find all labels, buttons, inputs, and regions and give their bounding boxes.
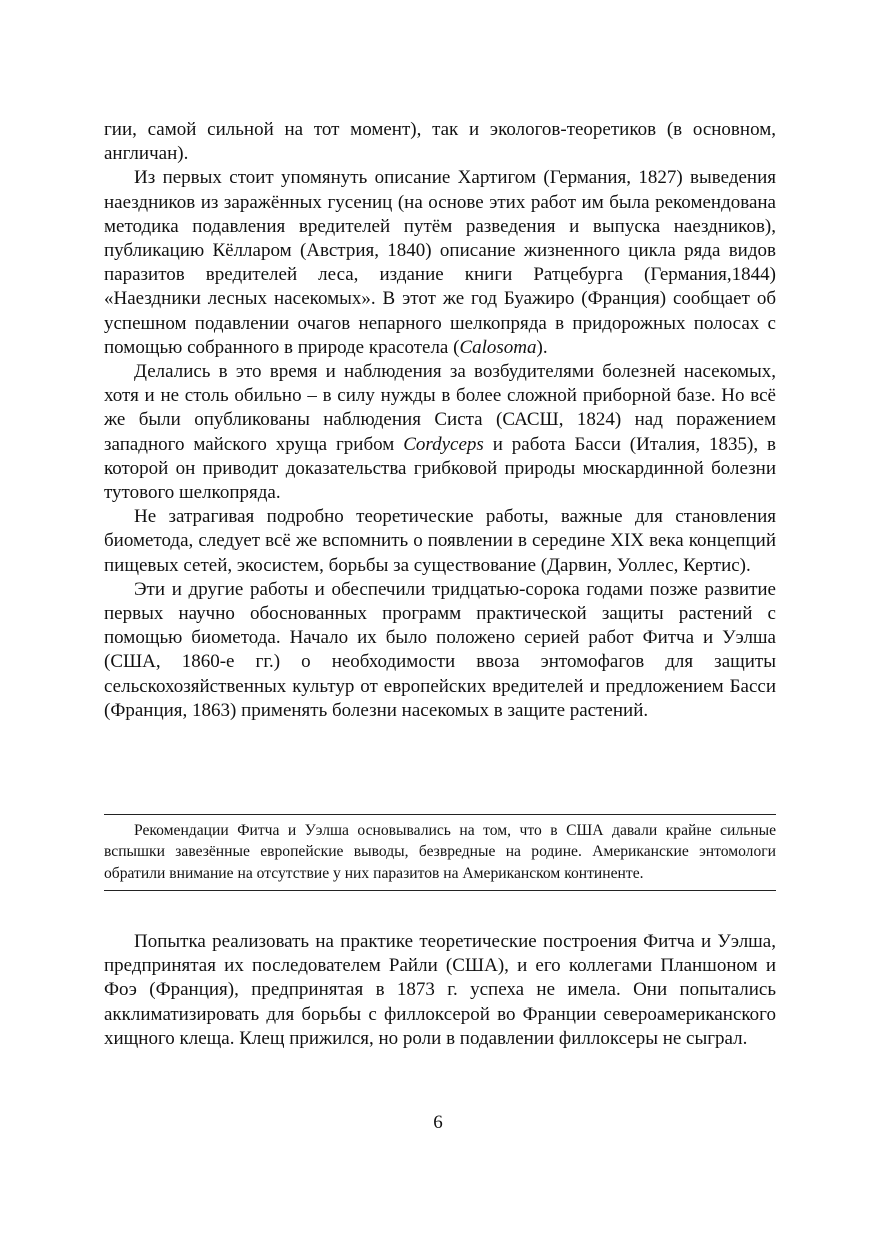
paragraph-continuation: гии, самой сильной на тот момент), так и экологов-теоретиков (в основном, англичан). [104,119,776,165]
calosoma-term: Calosoma [459,336,537,358]
paragraph-hartig-end: ). [536,336,548,358]
paragraph-pathogens-text: Делались в это время и наблюдения за возбудителями болезней насекомых, хотя и не столь обильно – в силу нужды в более сложной приборной базе. Но всё же были опубликованы наблюдения Систа (САСШ, 1824) над поражением западного майского хруща грибом [104,361,776,455]
cordyceps-term: Cordyceps [403,433,484,455]
paragraph-riley: Попытка реализовать на практике теоретические построения Фитча и Уэлша, предпринятая их последователем Райли (США), и его коллегами Планшоном и Фоэ (Франция), предпринятая в 1873 г. успеха не имела. Они попытались акклиматизировать для борьбы с филлоксерой во Франции североамериканского хищного клеща. Клещ прижился, но роли в подавлении филлоксеры не сыграл. [104,931,776,1049]
note-box [104,814,776,891]
paragraph-pathogens [104,360,776,505]
paragraph-pathogens-end: и работа Басси (Италия, 1835), в которой он приводит доказательства грибковой природы мюскардинной болезни тутового шелкопряда. [104,433,776,504]
paragraph-theory: Не затрагивая подробно теоретические работы, важные для становления биометода, следует всё же вспомнить о появлении в середине XIX века концепций пищевых сетей, экосистем, борьбы за существование (Дарвин, Уоллес, Кертис). [104,506,776,576]
paragraph-programs: Эти и другие работы и обеспечили тридцатью-сорока годами позже развитие первых научно обоснованных программ практической защиты растений с помощью биометода. Начало их было положено серией работ Фитча и Уэлша (США, 1860-е гг.) о необходимости ввоза энтомофагов для защиты сельскохозяйственных культур от европейских вредителей и предложением Басси (Франция, 1863) применять болезни насекомых в защите растений. [104,578,776,721]
paragraph-hartig [104,166,776,360]
note-text: Рекомендации Фитча и Уэлша основывались на том, что в США давали крайне сильные вспышки завезённые европейские выводы, безвредные на родине. Американские энтомологи обратили внимание на отсутствие у них паразитов на Американском континенте. [104,822,776,882]
closing-text [104,930,776,1051]
main-text [104,118,776,723]
page-number: 6 [433,1112,443,1133]
paragraph-hartig-text: Из первых стоит упомянуть описание Хартигом (Германия, 1827) выведения наездников из заражённых гусениц (на основе этих работ им была рекомендована методика подавления вредителей путём разведения и выпуска наездников), публикацию Кёлларом (Австрия, 1840) описание жизненного цикла ряда видов паразитов вредителей леса, издание книги Ратцебурга (Германия,1844) «Наездники лесных насекомых». В этот же год Буажиро (Франция) сообщает об успешном подавлении очагов непарного шелкопряда в придорожных полосах с помощью собранного в природе красотела ( [104,167,776,358]
